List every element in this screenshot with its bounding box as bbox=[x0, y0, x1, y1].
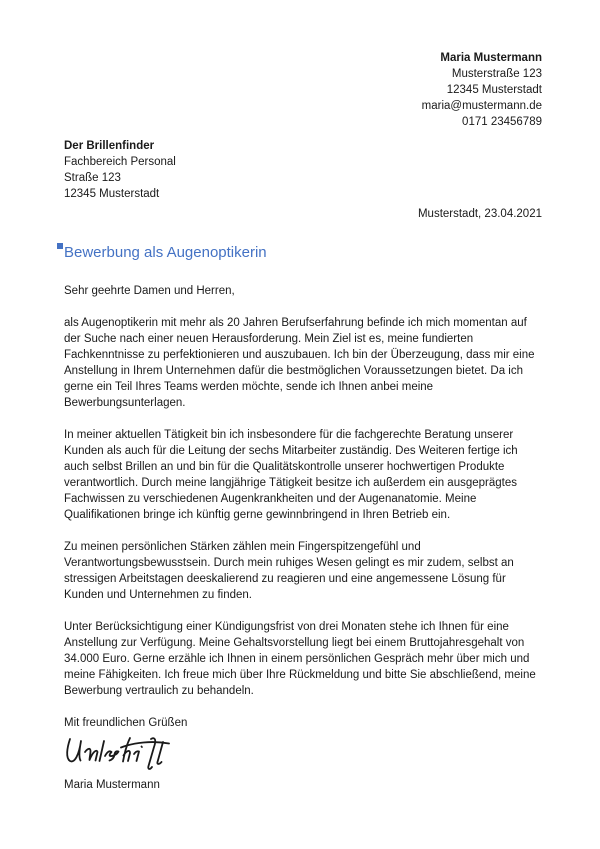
sender-city: 12345 Musterstadt bbox=[446, 84, 542, 96]
salutation: Sehr geehrte Damen und Herren, bbox=[64, 285, 235, 297]
handwritten-signature-image bbox=[64, 734, 542, 774]
paragraph-availability: Unter Berücksichtigung einer Kündigungsfrist von drei Monaten stehe ich Ihnen für eine Anstellung zur Verfügung. Meine Gehaltsvorstellung liegt bei einem Bruttojahresgehalt von 34.000 Euro. Gerne erzähle ich Ihnen in einem persönlichen Gespräch mehr über mich und meine Fähigkeiten. Ich freue mich über Ihre Rückmeldung und bitte Sie abschließend, meine Bewerbung vertraulich zu behandeln. bbox=[64, 621, 536, 697]
sender-name: Maria Mustermann bbox=[440, 52, 542, 64]
recipient-city: 12345 Musterstadt bbox=[64, 188, 160, 200]
paragraph-current-role: In meiner aktuellen Tätigkeit bin ich insbesondere für die fachgerechte Beratung unserer Kunden als auch für die Leitung der sechs Mitarbeiter zuständig. Des Weiteren fertige ich auch selbst Brillen an und bin für die Qualitätskontrolle unserer hochwertigen Produkte verantwortlich. Durch meine langjährige Tätigkeit besitze ich außerdem ein ausgeprägtes Fachwissen zu verschiedenen Augenkrankheiten und der Augenanatomie. Meine Qualifikationen bringe ich künftig gerne gewinnbringend in Ihren Betrieb ein. bbox=[64, 429, 518, 521]
subject-text: Bewerbung als Augenoptikerin bbox=[64, 244, 267, 261]
subject-line bbox=[64, 243, 542, 263]
date-line: Musterstadt, 23.04.2021 bbox=[417, 208, 542, 220]
sender-street: Musterstraße 123 bbox=[451, 68, 542, 80]
closing-regards: Mit freundlichen Grüßen bbox=[64, 717, 188, 729]
sender-email: maria@mustermann.de bbox=[421, 100, 542, 112]
recipient-company: Der Brillenfinder bbox=[64, 140, 155, 152]
sender-address-block bbox=[64, 50, 542, 130]
recipient-department: Fachbereich Personal bbox=[64, 156, 176, 168]
recipient-street: Straße 123 bbox=[64, 172, 121, 184]
paragraph-introduction: als Augenoptikerin mit mehr als 20 Jahren Berufserfahrung befinde ich mich momentan auf der Suche nach einer neuen Herausforderung. Mein Ziel ist es, meine fundierten Fachkenntnisse zu perfektionieren und auszubauen. Ich bin der Überzeugung, dass mir eine Anstellung in Ihrem Unternehmen dafür die bestmöglichen Voraussetzungen bietet. Da ich gerne ein Teil Ihres Teams werden möchte, sende ich Ihnen anbei meine Bewerbungsunterlagen. bbox=[64, 317, 535, 409]
signature-svg bbox=[64, 734, 172, 774]
blue-square-marker-icon bbox=[57, 243, 63, 249]
closing-name: Maria Mustermann bbox=[64, 779, 160, 791]
recipient-address-block bbox=[64, 138, 542, 202]
sender-phone: 0171 23456789 bbox=[462, 116, 542, 128]
paragraph-strengths: Zu meinen persönlichen Stärken zählen mein Fingerspitzengefühl und Verantwortungsbewusstsein. Durch mein ruhiges Wesen gelingt es mir zudem, selbst an stressigen Arbeitstagen deeskalierend zu reagieren und eine angemessene Lösung für Kunden und Unternehmen zu finden. bbox=[64, 541, 514, 601]
